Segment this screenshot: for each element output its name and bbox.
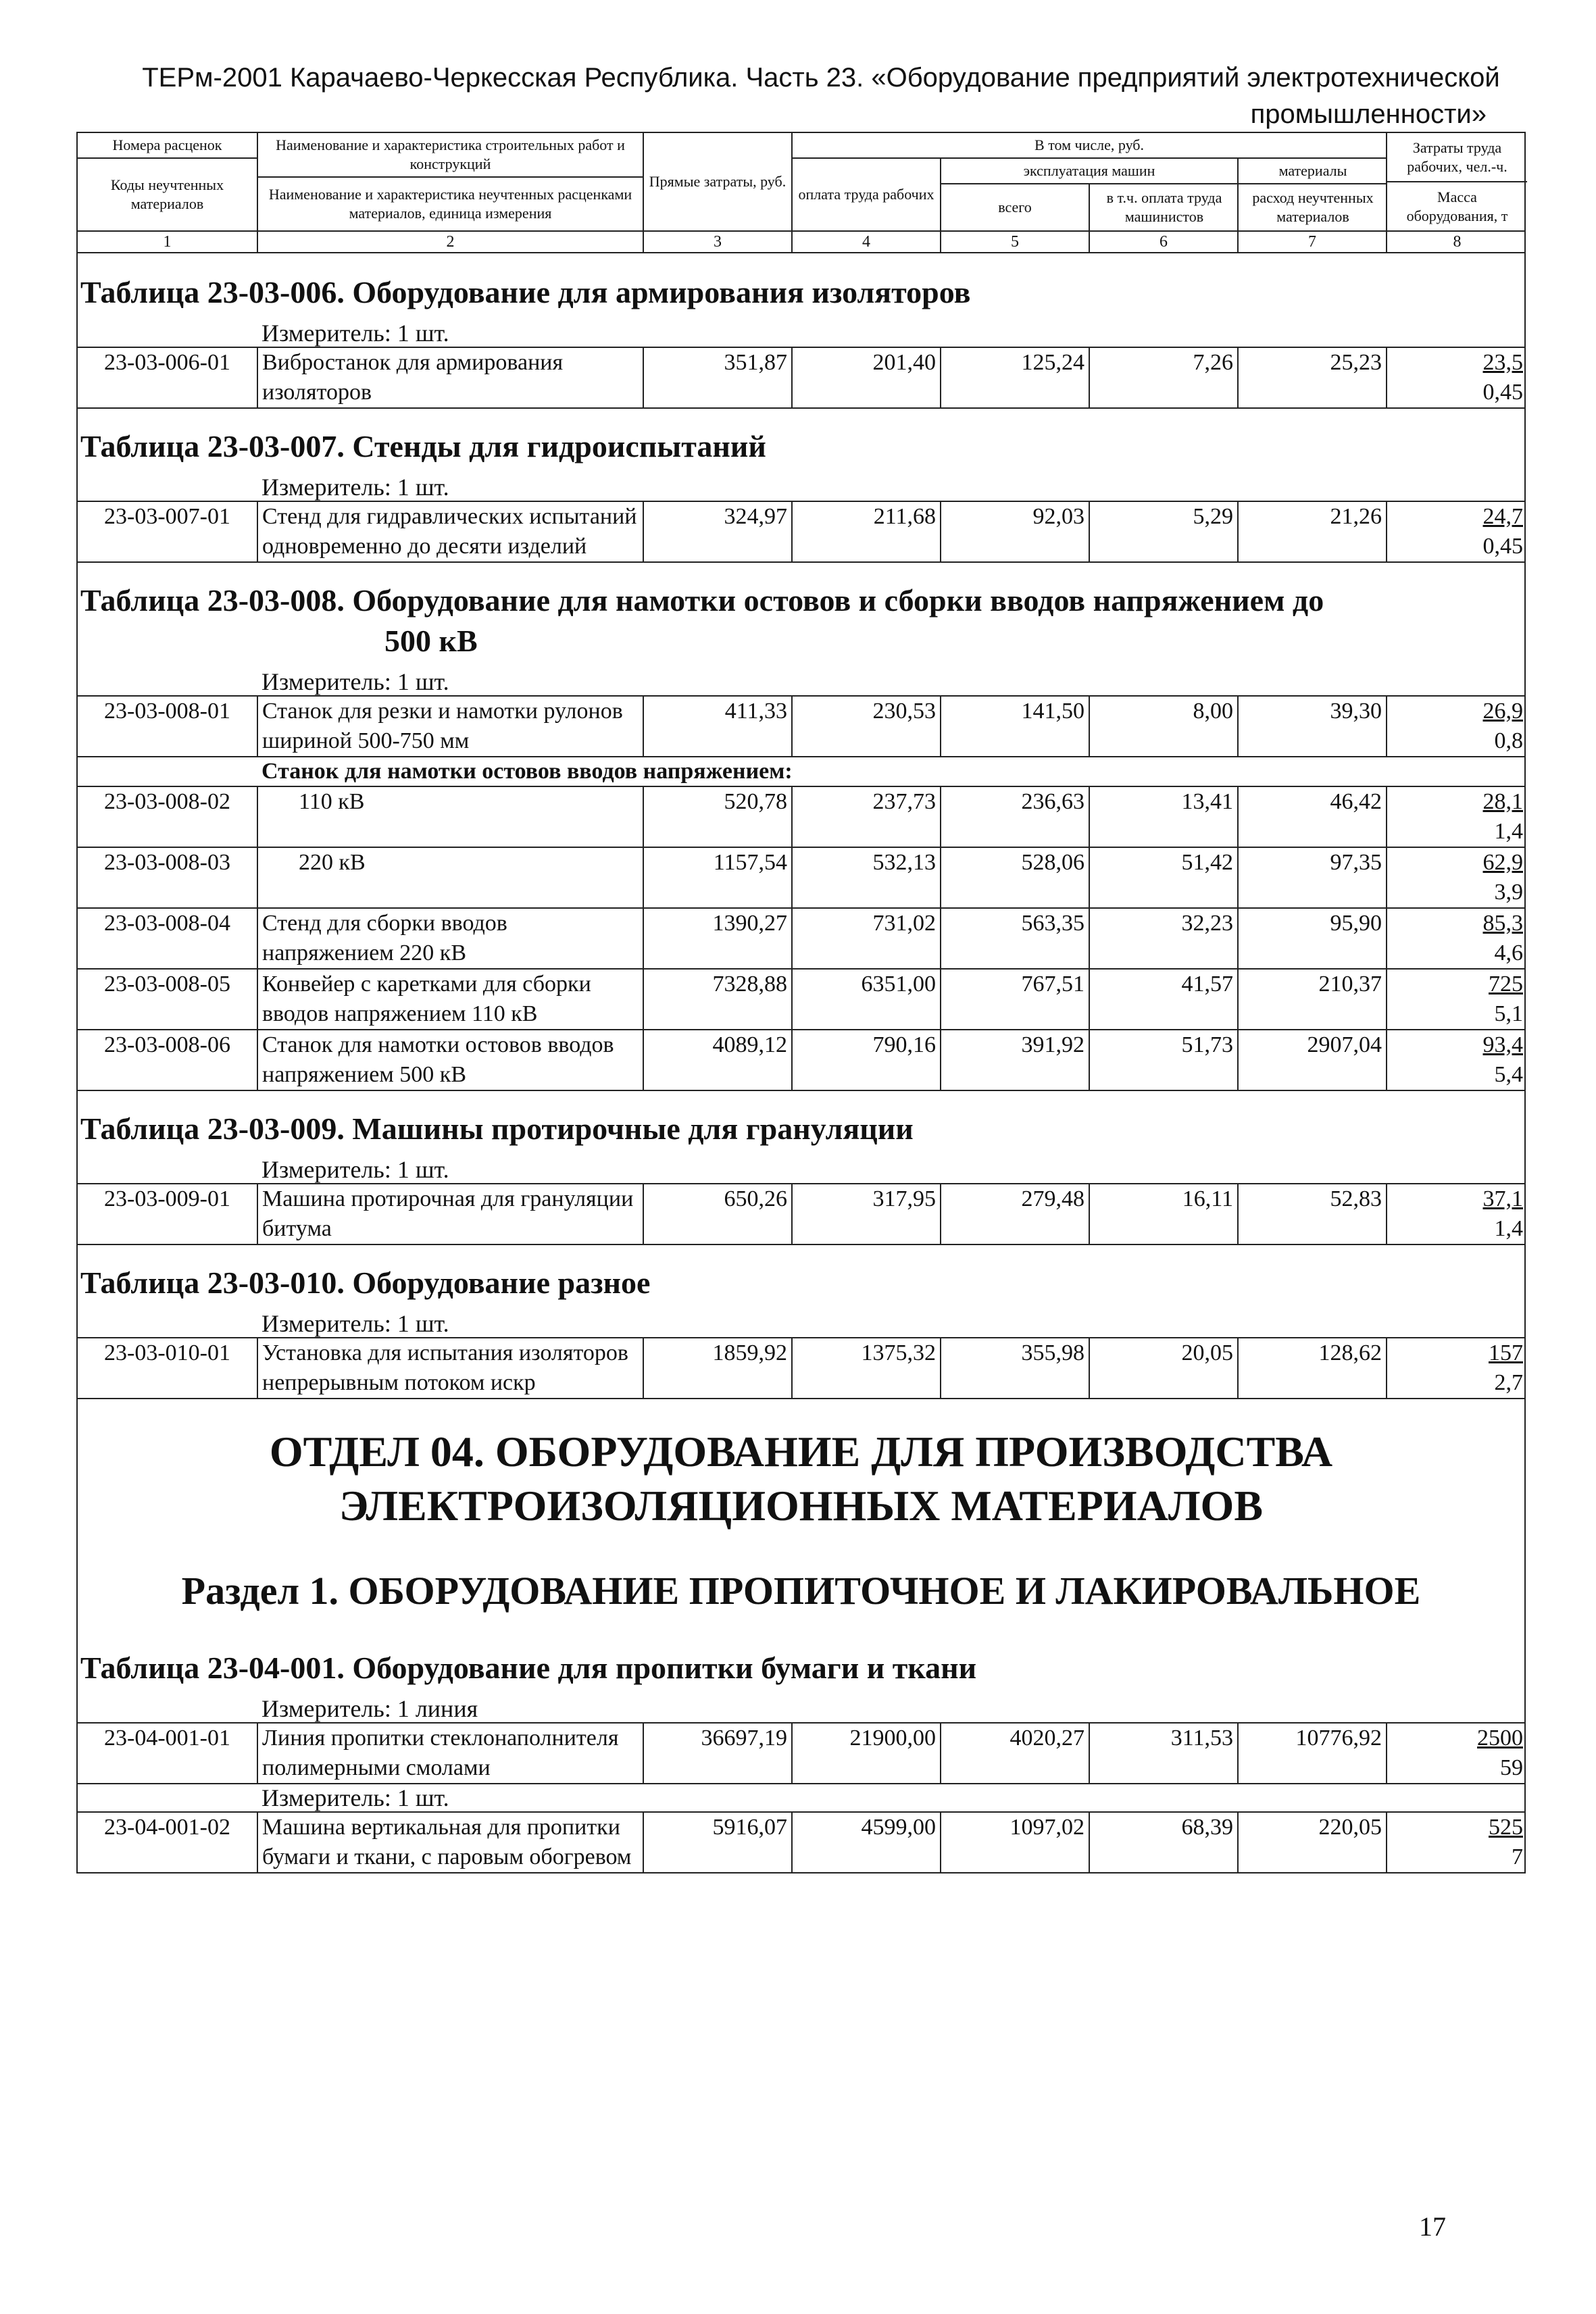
equipment-mass: 59 [1500,1755,1523,1780]
machinist-pay: 51,42 [1090,848,1239,907]
material-costs: 128,62 [1239,1338,1387,1398]
labor-hours: 26,9 [1482,699,1523,724]
labor-hours: 62,9 [1482,850,1523,875]
equipment-mass: 7 [1512,1844,1523,1869]
direct-costs: 324,97 [644,502,793,561]
table-title-text: Таблица 23-03-007. Стенды для гидроиспытаний [80,429,766,463]
equipment-mass: 0,8 [1494,728,1523,753]
col-6-label: в т.ч. оплата труда машинистов [1106,189,1222,225]
machine-costs: 528,06 [941,848,1090,907]
material-costs: 52,83 [1239,1184,1387,1244]
rate-code: 23-03-008-06 [78,1030,258,1090]
rate-code: 23-03-008-02 [78,787,258,847]
meter-label: Измеритель: 1 шт. [261,320,449,347]
labor-mass-cell [1387,697,1527,756]
col-8-top-label: Затраты труда рабочих, чел.-ч. [1387,133,1527,182]
table-row [78,1183,1524,1245]
meter-label: Измеритель: 1 линия [261,1695,478,1722]
material-costs: 10776,92 [1239,1724,1387,1783]
material-costs: 95,90 [1239,909,1387,968]
col-1-bottom-label: Коды неучтенных материалов [110,176,224,212]
table-title-text: Таблица 23-03-008. Оборудование для намотки остовов и сборки вводов напряжением до [80,583,1324,618]
material-costs: 39,30 [1239,697,1387,756]
machine-costs: 141,50 [941,697,1090,756]
worker-pay: 237,73 [793,787,941,847]
page-number: 17 [1419,2211,1446,2242]
direct-costs: 36697,19 [644,1724,793,1783]
machinist-pay: 8,00 [1090,697,1239,756]
direct-costs: 351,87 [644,348,793,407]
machine-costs: 563,35 [941,909,1090,968]
col-2-top-label: Наименование и характеристика строительных работ и конструкций [258,133,643,178]
col-num-3: 3 [644,232,793,252]
col-num-2: 2 [258,232,644,252]
otdel-section [76,1398,1526,1873]
table-row [78,1722,1524,1784]
col-1-header [78,133,258,230]
table-row [78,786,1524,848]
labor-mass-cell [1387,348,1527,407]
worker-pay: 731,02 [793,909,941,968]
labor-hours: 725 [1489,972,1523,997]
labor-hours: 23,5 [1482,350,1523,375]
machinist-pay: 20,05 [1090,1338,1239,1398]
equipment-mass: 4,6 [1494,940,1523,965]
materials-label: материалы [1239,159,1387,184]
table-title: Таблица 23-04-001. Оборудование для пропитки бумаги и ткани [80,1651,977,1685]
worker-pay: 790,16 [793,1030,941,1090]
rate-name: Стенд для гидравлических испытаний одновременно до десяти изделий [258,502,644,561]
table-row [78,1811,1524,1873]
material-costs: 25,23 [1239,348,1387,407]
header-line-2: промышленности» [1250,99,1487,129]
machinist-pay: 51,73 [1090,1030,1239,1090]
col-num-4: 4 [793,232,941,252]
table-row [78,695,1524,757]
rate-code: 23-03-010-01 [78,1338,258,1398]
material-costs: 46,42 [1239,787,1387,847]
table-row [78,968,1524,1030]
labor-mass-cell [1387,1030,1527,1090]
labor-mass-cell [1387,1338,1527,1398]
labor-mass-cell [1387,502,1527,561]
table-header [76,132,1526,232]
worker-pay: 21900,00 [793,1724,941,1783]
rate-name: 220 кВ [258,848,644,907]
equipment-mass: 1,4 [1494,1216,1523,1241]
rate-name: Вибростанок для армирования изоляторов [258,348,644,407]
machine-costs: 92,03 [941,502,1090,561]
table-title-continued: 500 кВ [384,624,478,658]
worker-pay: 230,53 [793,697,941,756]
rate-name: Линия пропитки стеклонаполнителя полимерными смолами [258,1724,644,1783]
material-costs: 21,26 [1239,502,1387,561]
machine-costs: 355,98 [941,1338,1090,1398]
table-row [78,907,1524,970]
table-title [78,1090,1524,1156]
column-numbers [76,232,1526,253]
labor-mass-cell [1387,1184,1527,1244]
table-title [78,407,1524,474]
rate-code: 23-03-007-01 [78,502,258,561]
col-5-label: всего [941,184,1090,230]
meter-label: Измеритель: 1 шт. [261,1310,449,1337]
labor-hours: 157 [1489,1340,1523,1365]
table-title [78,561,1524,668]
labor-mass-cell [1387,1813,1527,1872]
rate-name: Машина протирочная для грануляции битума [258,1184,644,1244]
worker-pay: 211,68 [793,502,941,561]
machine-costs: 391,92 [941,1030,1090,1090]
machine-costs: 236,63 [941,787,1090,847]
rate-code: 23-03-008-01 [78,697,258,756]
rate-code: 23-03-008-05 [78,970,258,1029]
direct-costs: 1859,92 [644,1338,793,1398]
direct-costs: 1157,54 [644,848,793,907]
page-header [115,59,1500,132]
material-costs: 2907,04 [1239,1030,1387,1090]
col-8-bottom-label: Масса оборудования, т [1406,188,1508,224]
rate-name: Стенд для сборки вводов напряжением 220 кВ [258,909,644,968]
worker-pay: 201,40 [793,348,941,407]
machinist-pay: 16,11 [1090,1184,1239,1244]
machine-costs: 4020,27 [941,1724,1090,1783]
rate-code: 23-03-009-01 [78,1184,258,1244]
rate-code: 23-04-001-02 [78,1813,258,1872]
labor-mass-cell [1387,970,1527,1029]
equipment-mass: 5,1 [1494,1001,1523,1026]
machinist-pay: 5,29 [1090,502,1239,561]
table-title-text: Таблица 23-03-009. Машины протирочные для грануляции [80,1111,914,1146]
col-2-header [258,133,644,230]
machinist-pay: 32,23 [1090,909,1239,968]
labor-mass-cell [1387,787,1527,847]
equipment-mass: 1,4 [1494,819,1523,844]
table-row [78,1029,1524,1091]
rate-code: 23-03-006-01 [78,348,258,407]
group-label: В том числе, руб. [793,133,1386,159]
machine-costs: 125,24 [941,348,1090,407]
material-costs: 97,35 [1239,848,1387,907]
rate-name: 110 кВ [258,787,644,847]
col-8-header [1387,133,1527,230]
col-4-label: оплата труда рабочих [793,159,941,230]
equipment-mass: 3,9 [1494,880,1523,905]
labor-mass-cell [1387,909,1527,968]
col-num-5: 5 [941,232,1090,252]
worker-pay: 1375,32 [793,1338,941,1398]
meter-label: Измеритель: 1 шт. [78,1783,1524,1811]
direct-costs: 5916,07 [644,1813,793,1872]
document-body [76,132,1526,1873]
table-row [78,501,1524,563]
equipment-mass: 0,45 [1482,380,1523,405]
razdel-title: Раздел 1. ОБОРУДОВАНИЕ ПРОПИТОЧНОЕ И ЛАКИРОВАЛЬНОЕ [181,1569,1421,1613]
equipment-mass: 5,4 [1494,1062,1523,1087]
rate-code: 23-03-008-03 [78,848,258,907]
table-row [78,847,1524,909]
col-num-7: 7 [1239,232,1387,252]
col-num-6: 6 [1090,232,1239,252]
labor-mass-cell [1387,1724,1527,1783]
meter-label: Измеритель: 1 шт. [261,668,449,695]
meter-label: Измеритель: 1 шт. [261,474,449,501]
otdel-title: ОТДЕЛ 04. ОБОРУДОВАНИЕ ДЛЯ ПРОИЗВОДСТВА ЭЛЕКТРОИЗОЛЯЦИОННЫХ МАТЕРИАЛОВ [269,1428,1333,1530]
machinist-pay: 7,26 [1090,348,1239,407]
machine-costs: 279,48 [941,1184,1090,1244]
machinist-pay: 68,39 [1090,1813,1239,1872]
labor-hours: 37,1 [1482,1186,1523,1211]
worker-pay: 532,13 [793,848,941,907]
direct-costs: 411,33 [644,697,793,756]
direct-costs: 1390,27 [644,909,793,968]
exploit-label: эксплуатация машин [941,159,1237,184]
direct-costs: 520,78 [644,787,793,847]
col-7-label: расход неучтенных материалов [1252,189,1374,225]
direct-costs: 650,26 [644,1184,793,1244]
labor-hours: 525 [1489,1815,1523,1840]
subheading: Станок для намотки остовов вводов напряжением: [78,756,1524,786]
labor-hours: 28,1 [1482,789,1523,814]
material-costs: 210,37 [1239,970,1387,1029]
worker-pay: 317,95 [793,1184,941,1244]
machinist-pay: 13,41 [1090,787,1239,847]
rate-code: 23-04-001-01 [78,1724,258,1783]
machine-costs: 767,51 [941,970,1090,1029]
rate-name: Машина вертикальная для пропитки бумаги и ткани, с паровым обогревом [258,1813,644,1872]
table-title [78,1244,1524,1310]
header-line-1: ТЕРм-2001 Карачаево-Черкесская Республика. Часть 23. «Оборудование предприятий электротехнической [142,63,1500,93]
worker-pay: 4599,00 [793,1813,941,1872]
col-2-bottom-label: Наименование и характеристика неучтенных расценками материалов, единица измерения [268,186,632,222]
group-header [793,133,1387,230]
col-3-label: Прямые затраты, руб. [649,173,787,190]
tables-container [76,253,1526,1399]
machinist-pay: 311,53 [1090,1724,1239,1783]
material-costs: 220,05 [1239,1813,1387,1872]
col-num-1: 1 [78,232,258,252]
labor-mass-cell [1387,848,1527,907]
worker-pay: 6351,00 [793,970,941,1029]
table-title [78,253,1524,320]
table-row [78,347,1524,409]
col-1-top-label: Номера расценок [78,133,257,159]
table-row [78,1337,1524,1399]
rate-name: Установка для испытания изоляторов непрерывным потоком искр [258,1338,644,1398]
col-3-header [644,133,793,230]
table-title-text: Таблица 23-03-006. Оборудование для армирования изоляторов [80,275,971,309]
col-num-8: 8 [1453,233,1462,251]
labor-hours: 24,7 [1482,504,1523,529]
machine-costs: 1097,02 [941,1813,1090,1872]
equipment-mass: 0,45 [1482,534,1523,559]
table-title-text: Таблица 23-03-010. Оборудование разное [80,1265,651,1300]
labor-hours: 2500 [1477,1726,1523,1751]
direct-costs: 7328,88 [644,970,793,1029]
rate-name: Станок для намотки остовов вводов напряжением 500 кВ [258,1030,644,1090]
machinist-pay: 41,57 [1090,970,1239,1029]
labor-hours: 93,4 [1482,1032,1523,1057]
rate-name: Станок для резки и намотки рулонов шириной 500-750 мм [258,697,644,756]
direct-costs: 4089,12 [644,1030,793,1090]
rate-code: 23-03-008-04 [78,909,258,968]
labor-hours: 85,3 [1482,911,1523,936]
equipment-mass: 2,7 [1494,1370,1523,1395]
meter-label: Измеритель: 1 шт. [261,1156,449,1183]
rate-name: Конвейер с каретками для сборки вводов напряжением 110 кВ [258,970,644,1029]
